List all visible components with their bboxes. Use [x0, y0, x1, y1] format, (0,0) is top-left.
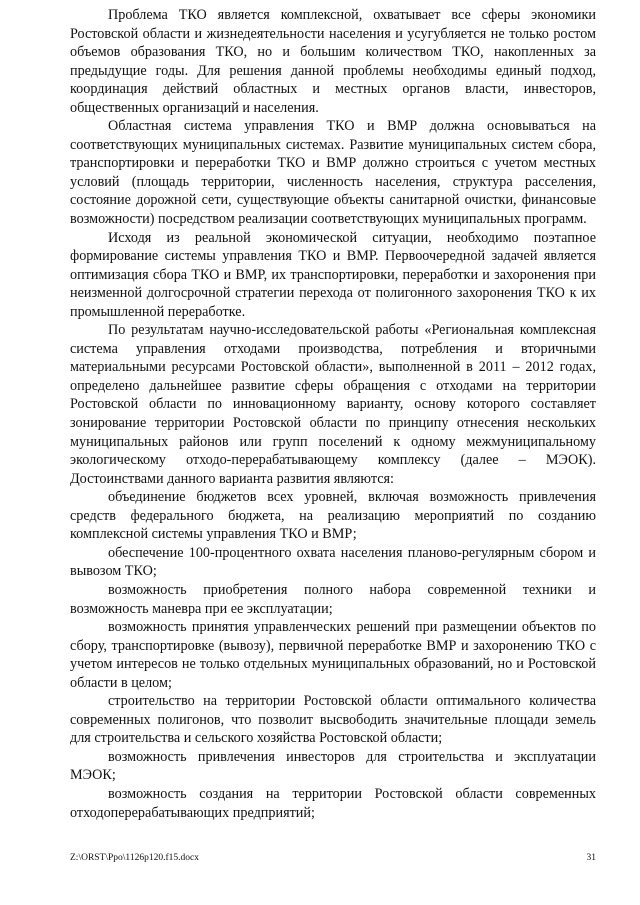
- list-item-management-decisions: возможность принятия управленческих решений при размещении объектов по сбору, транспортировке (вывозу), первичной переработке ВМР и захоронению ТКО с учетом интересов не только отдельных муниципальных образований, но и Ростовской области в целом;: [70, 619, 596, 691]
- list-item-investors: возможность привлечения инвесторов для строительства и эксплуатации МЭОК;: [70, 748, 596, 784]
- list-item-equipment: возможность приобретения полного набора современной техники и возможность маневра при ее эксплуатации;: [70, 581, 596, 617]
- paragraph-tko-problem: Проблема ТКО является комплексной, охватывает все сферы экономики Ростовской области и жизнедеятельности населения и усугубляется не только ростом объемов образования ТКО, но и большим количеством ТКО, накопленных за предыдущие годы. Для решения данной проблемы необходимы единый подход, координация действий областных и местных органов власти, инвесторов, общественных организаций и населения.: [70, 7, 596, 116]
- list-item-budget-unification: объединение бюджетов всех уровней, включая возможность привлечения средств федерального бюджета, на реализацию мероприятий по созданию комплексной системы управления ТКО и ВМР;: [70, 489, 596, 543]
- list-item-landfills: строительство на территории Ростовской области оптимального количества современных полигонов, что позволит высвободить значительные площади земель для строительства и сельского хозяйства Ростовской области;: [70, 693, 596, 747]
- paragraph-phased-formation: Исходя из реальной экономической ситуации, необходимо поэтапное формирование системы управления ТКО и ВМР. Первоочередной задачей является оптимизация сбора ТКО и ВМР, их транспортировки, переработки и захоронения при неизменной долгосрочной стратегии перехода от полигонного захоронения ТКО к их промышленной переработке.: [70, 229, 596, 320]
- list-item-full-coverage: обеспечение 100-процентного охвата населения планово-регулярным сбором и вывозом ТКО;: [70, 544, 596, 580]
- document-body: [70, 6, 596, 822]
- paragraph-research-results: По результатам научно-исследовательской работы «Региональная комплексная система управления отходами производства, потребления и вторичными материальными ресурсами Ростовской области», выполненной в 2011 – 2012 годах, определено дальнейшее развитие сферы обращения с отходами на территории Ростовской области по инновационному варианту, основу которого составляет зонирование территории Ростовской области по принципу отнесения нескольких муниципальных районов или групп поселений к одному межмуниципальному экологическому отходо-перерабатывающему комплексу (далее – МЭОК). Достоинствами данного варианта развития являются:: [70, 322, 596, 487]
- paragraph-regional-system: Областная система управления ТКО и ВМР должна основываться на соответствующих муниципальных системах. Развитие муниципальных систем сбора, транспортировки и переработки ТКО и ВМР должно строиться с учетом местных условий (площадь территории, численность населения, структура расселения, состояние дорожной сети, существующие объекты санитарной очистки, финансовые возможности) посредством реализации соответствующих муниципальных программ.: [70, 118, 596, 228]
- footer-file-path: Z:\ORST\Ppo\1126p120.f15.docx: [70, 853, 199, 863]
- list-item-processing-plants: возможность создания на территории Ростовской области современных отходоперерабатывающих предприятий;: [70, 785, 596, 821]
- page-number: 31: [586, 853, 596, 863]
- page-footer: [70, 853, 596, 863]
